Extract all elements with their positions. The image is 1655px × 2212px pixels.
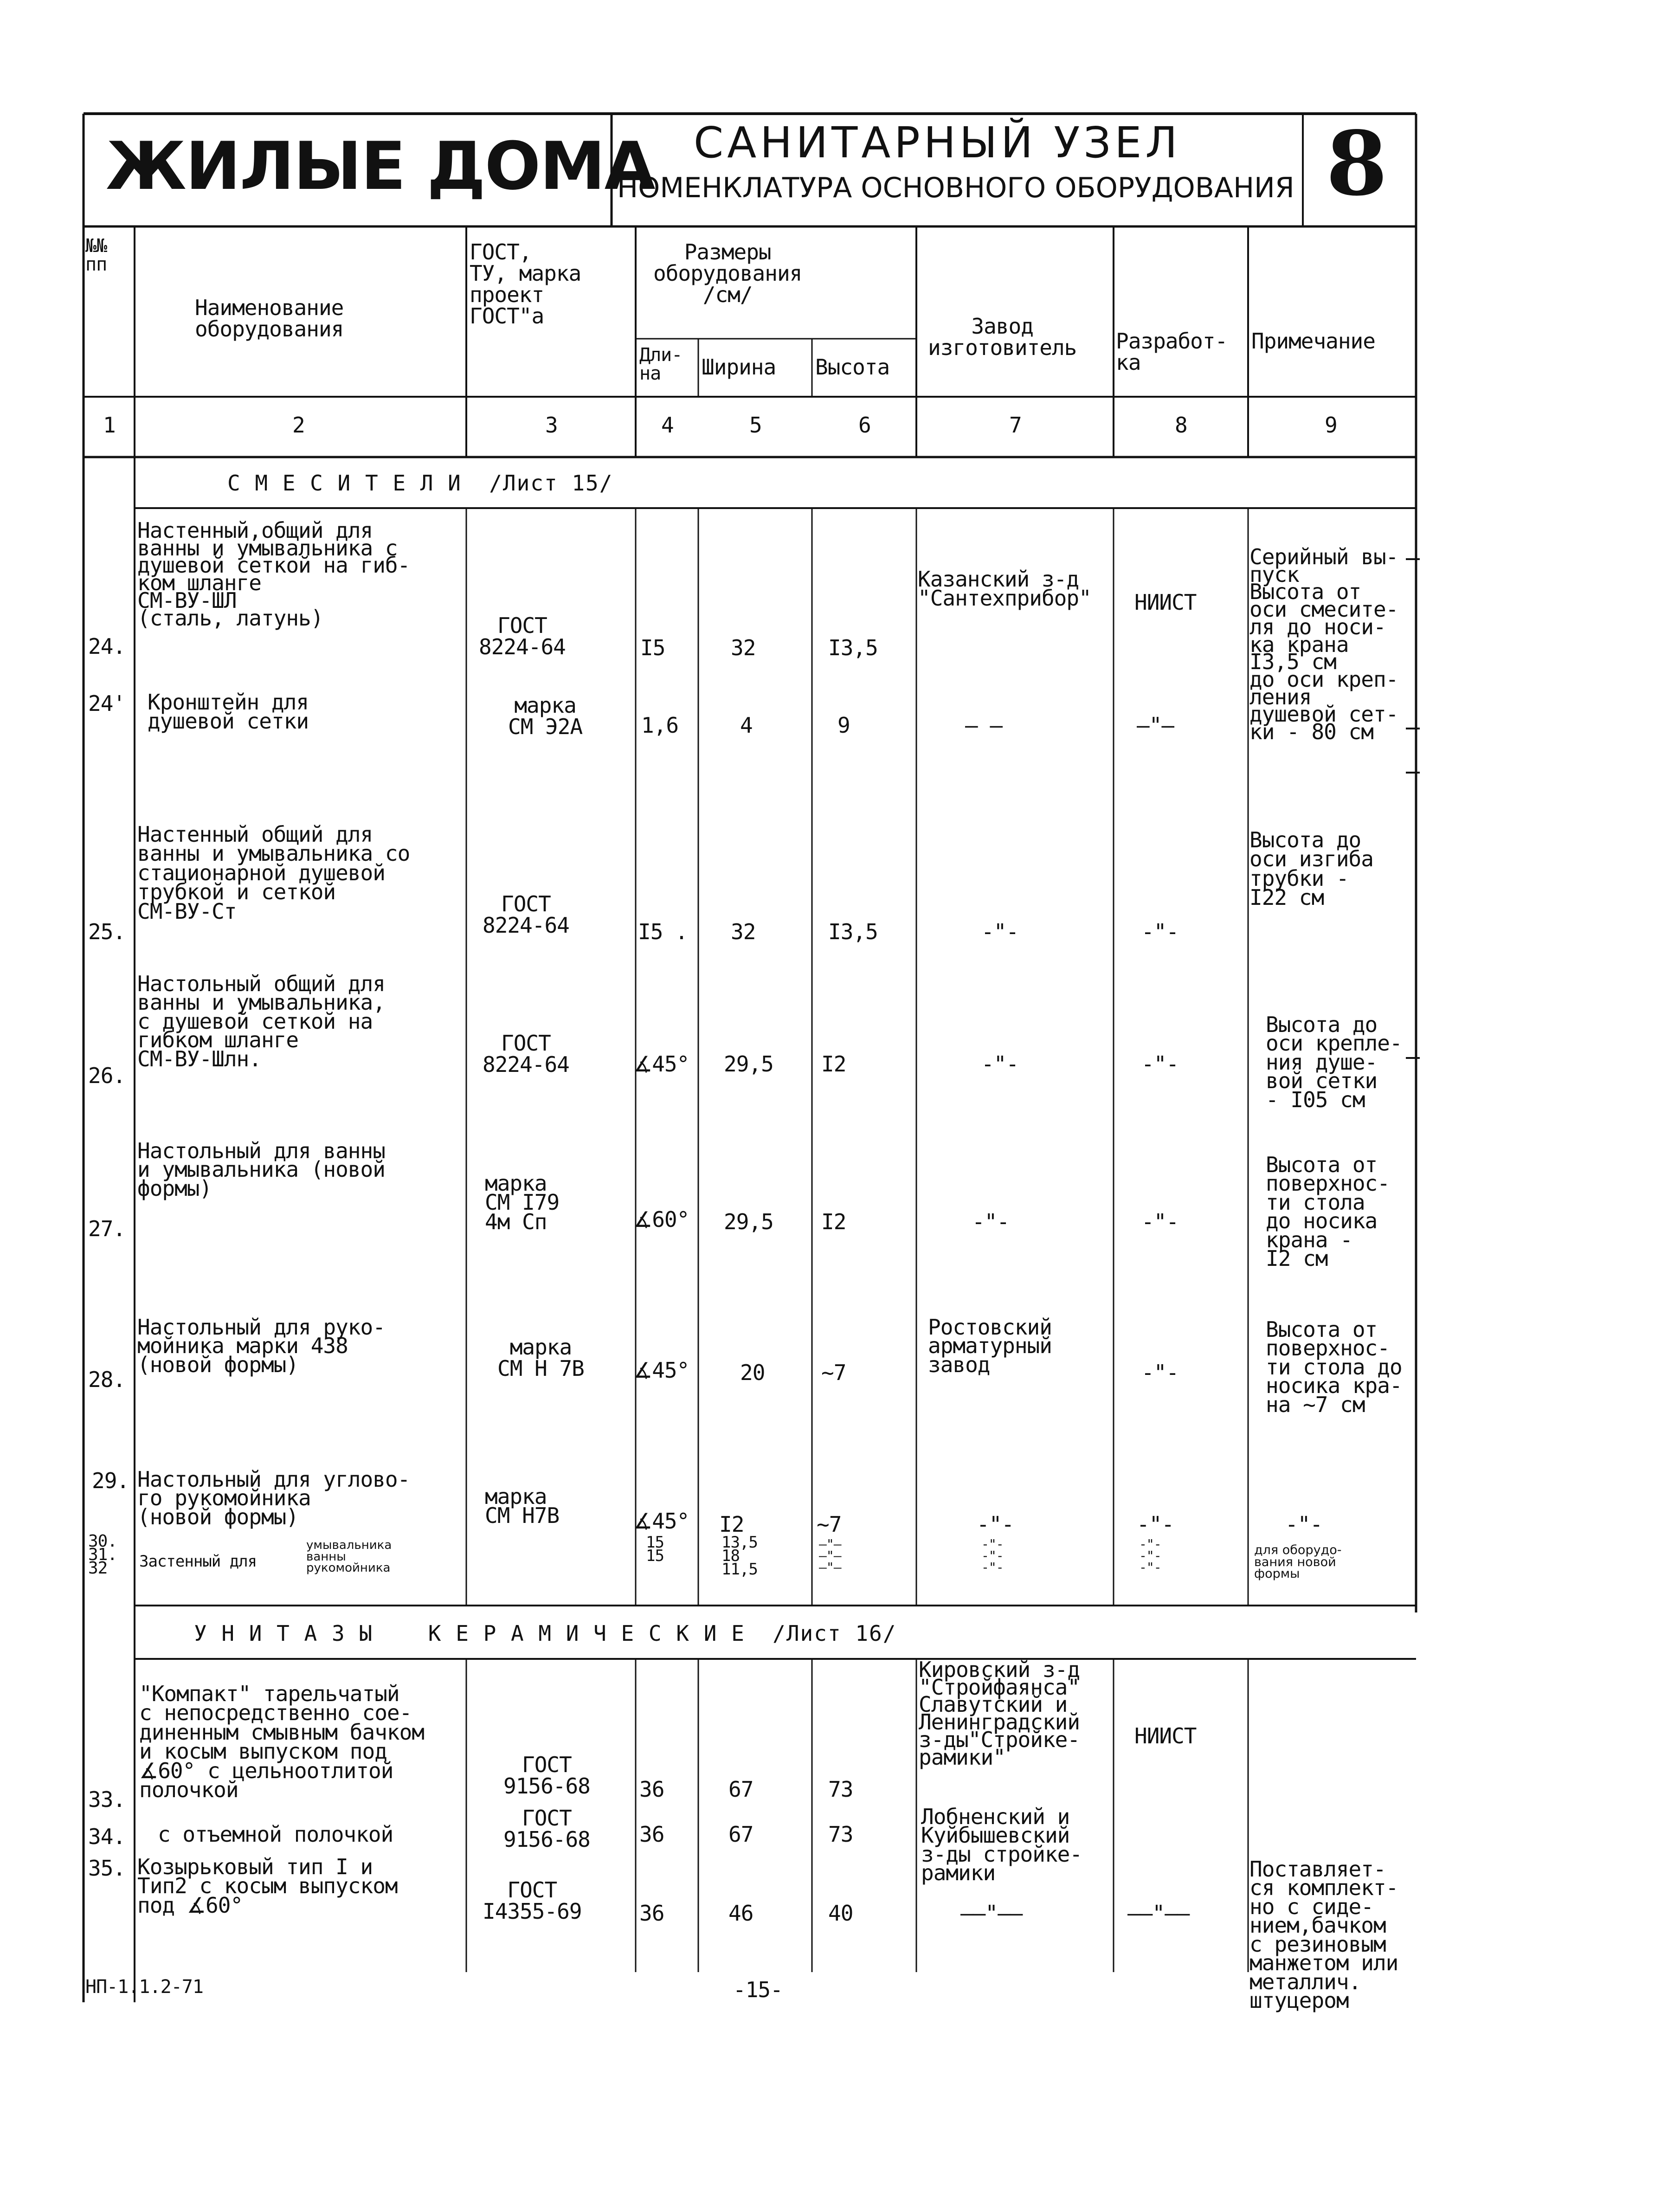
manufacturer: -"- [972, 1209, 1010, 1234]
manufacturer: Ростовский арматурный завод [928, 1315, 1052, 1377]
col-header-maker: Завод изготовитель [928, 314, 1077, 360]
col-header-developer: Разработ- ка [1116, 329, 1228, 375]
developer: -"- [1137, 1512, 1174, 1537]
length-value: 36 [639, 1901, 664, 1926]
note: Высота до оси крепле- ния душе- вой сетки - I05 см [1266, 1012, 1402, 1112]
row-number: 28. [88, 1367, 126, 1392]
col-header-height: Высота [815, 355, 890, 380]
height-value: 40 [828, 1901, 853, 1926]
developer: ——"—— [1127, 1901, 1190, 1926]
equipment-name: Настольный для углово- го рукомойника (новой формы) [137, 1467, 410, 1529]
section-heading-toilets: У Н И Т А З Ы К Е Р А М И Ч Е С К И Е /Лист 16/ [194, 1621, 897, 1646]
length-value: 15 15 [646, 1533, 664, 1565]
manufacturer: ——"—— [960, 1901, 1023, 1926]
width-value: 67 [728, 1777, 753, 1802]
note: Высота от поверхнос- ти стола до носика крана - I2 см [1266, 1152, 1390, 1271]
height-value: —"— —"— —"— [819, 1536, 841, 1575]
manufacturer: -"- [981, 1051, 1019, 1077]
width-value: 13,5 18 11,5 [721, 1533, 758, 1579]
series-title: ЖИЛЫЕ ДОМА [106, 128, 655, 205]
col-header-name: Наименование оборудования [195, 295, 344, 342]
note: для оборудо- вания новой формы [1254, 1543, 1342, 1581]
manufacturer: — — [965, 713, 1003, 738]
height-value: ~7 [821, 1360, 846, 1385]
standard-ref: ГОСТ 8224-64 [479, 613, 566, 659]
developer: -"- [1141, 1209, 1179, 1234]
height-value: I3,5 [828, 919, 878, 944]
row-number: 35. [88, 1856, 126, 1881]
section-subtitle: НОМЕНКЛАТУРА ОСНОВНОГО ОБОРУДОВАНИЯ [617, 172, 1294, 204]
row-number: 24' [88, 691, 126, 716]
standard-ref: ГОСТ 9156-68 [503, 1752, 590, 1799]
col-number: 8 [1175, 413, 1187, 438]
standard-ref: марка СМ Н7В [485, 1484, 560, 1528]
standard-ref: ГОСТ 8224-64 [483, 1031, 569, 1077]
col-header-width: Ширина [702, 355, 776, 380]
note: Высота до оси изгиба трубки - I22 см [1249, 827, 1373, 910]
manufacturer: Кировский з-д "Стройфаянса" Славутский и Ленинградский з-ды"Стройке- рамики" [919, 1657, 1080, 1770]
developer: -"- [1141, 919, 1179, 944]
col-number: 5 [749, 413, 762, 438]
length-value: 36 [639, 1777, 664, 1802]
note: Высота от поверхнос- ти стола до носика кра- на ~7 см [1266, 1317, 1402, 1417]
section-heading-mixers: С М Е С И Т Е Л И /Лист 15/ [227, 471, 613, 496]
standard-ref: ГОСТ 9156-68 [503, 1806, 590, 1852]
length-value: I5 . [638, 919, 688, 944]
equipment-name: Козырьковый тип I и Тип2 с косым выпуском под ∡60° [137, 1854, 398, 1918]
height-value: I2 [821, 1051, 846, 1077]
length-value: ∡45° [633, 1509, 689, 1534]
length-value: ∡60° [633, 1207, 689, 1232]
height-value: 73 [828, 1822, 853, 1847]
equipment-name: Настольный для руко- мойника марки 438 (новой формы) [137, 1315, 385, 1377]
length-value: ∡45° [633, 1051, 689, 1077]
equipment-name: Настенный,общий для ванны и умывальника с душевой сеткой на гиб- ком шланге СМ-ВУ-ШЛ (сталь, латунь) [137, 518, 410, 631]
row-number: 33. [88, 1787, 126, 1812]
equipment-name: "Компакт" тарельчатый с непосредственно сое- диненным смывным бачком и косым выпуском под ∡60° с цельноотлитой полочкой [139, 1681, 424, 1802]
width-value: 20 [740, 1360, 765, 1385]
row-number: 25. [88, 919, 126, 944]
col-number: 2 [292, 413, 305, 438]
standard-ref: ГОСТ I4355-69 [483, 1877, 582, 1924]
note: -"- [1285, 1512, 1323, 1537]
col-number: 7 [1009, 413, 1022, 438]
col-number: 1 [103, 413, 116, 438]
page-number: -15- [733, 1977, 783, 2002]
height-value: ~7 [817, 1512, 842, 1537]
developer: НИИСТ [1134, 590, 1197, 615]
col-number: 6 [858, 413, 871, 438]
row-number: 26. [88, 1063, 126, 1088]
col-number: 3 [545, 413, 558, 438]
length-value: ∡45° [633, 1358, 689, 1383]
manufacturer: -"- -"- -"- [981, 1536, 1004, 1575]
equipment-name: Настольный для ванны и умывальника (новой формы) [137, 1138, 385, 1201]
width-value: 4 [740, 713, 753, 738]
row-number: 24. [88, 634, 126, 659]
equipment-name: с отъемной полочкой [158, 1822, 393, 1847]
equipment-variants: умывальника ванны рукомойника [306, 1538, 392, 1575]
standard-ref: ГОСТ 8224-64 [483, 891, 569, 938]
equipment-name: Настенный общий для ванны и умывальника со стационарной душевой трубкой и сеткой СМ-ВУ-Ст [137, 822, 410, 924]
width-value: 32 [731, 635, 756, 660]
developer: -"- [1141, 1051, 1179, 1077]
equipment-name: Кронштейн для душевой сетки [148, 690, 309, 734]
manufacturer: -"- [981, 919, 1019, 944]
height-value: 73 [828, 1777, 853, 1802]
col-header-length: Дли- на [639, 344, 683, 384]
width-value: 46 [728, 1901, 753, 1926]
col-header-note: Примечание [1251, 329, 1375, 354]
standard-ref: марка СМ Н 7В [497, 1335, 584, 1381]
note: Поставляет- ся комплект- но с сиде- нием,бачком с резиновым манжетом или металлич. штуцером [1249, 1857, 1398, 2013]
height-value: I2 [821, 1209, 846, 1234]
width-value: I2 [719, 1512, 744, 1537]
developer: -"- [1141, 1360, 1179, 1385]
col-number: 4 [661, 413, 674, 438]
standard-ref: марка СМ Э2А [508, 693, 583, 739]
manufacturer: Казанский з-д "Сантехприбор" [918, 567, 1091, 611]
width-value: 29,5 [724, 1051, 773, 1077]
col-number: 9 [1325, 413, 1337, 438]
manufacturer: Лобненский и Куйбышевский з-ды стройке- рамики [921, 1804, 1082, 1886]
width-value: 32 [731, 919, 756, 944]
height-value: 9 [837, 713, 850, 738]
length-value: I5 [640, 635, 665, 660]
row-number: 34. [88, 1824, 126, 1849]
length-value: 1,6 [641, 713, 679, 738]
col-header-sizes: Размеры оборудования /см/ [653, 239, 802, 307]
equipment-name: Настольный общий для ванны и умывальника, с душевой сеткой на гибком шланге СМ-ВУ-Шлн. [137, 971, 385, 1071]
developer: НИИСТ [1134, 1723, 1197, 1748]
length-value: 36 [639, 1822, 664, 1847]
developer: —"— [1137, 713, 1174, 738]
height-value: I3,5 [828, 635, 878, 660]
width-value: 67 [728, 1822, 753, 1847]
document-code: НП-1.1.2-71 [85, 1976, 203, 1998]
row-number: 30. 31. 32 [88, 1532, 117, 1578]
row-number: 29. [92, 1468, 129, 1493]
sheet-number: 8 [1326, 112, 1388, 215]
col-header-no: №№ пп [85, 235, 107, 275]
width-value: 29,5 [724, 1209, 773, 1234]
manufacturer: -"- [977, 1512, 1014, 1537]
note: Серийный вы- пуск Высота от оси смесите- ля до носи- ка крана I3,5 см до оси креп- ления душевой сет- ки - 80 см [1249, 544, 1398, 745]
standard-ref: марка СМ I79 4м Сп [485, 1171, 560, 1234]
row-number: 27. [88, 1216, 126, 1241]
section-title: САНИТАРНЫЙ УЗЕЛ [694, 118, 1181, 168]
equipment-name: Застенный для [139, 1552, 257, 1571]
col-header-standard: ГОСТ, ТУ, марка проект ГОСТ"а [470, 239, 581, 329]
developer: -"- -"- -"- [1139, 1536, 1161, 1575]
